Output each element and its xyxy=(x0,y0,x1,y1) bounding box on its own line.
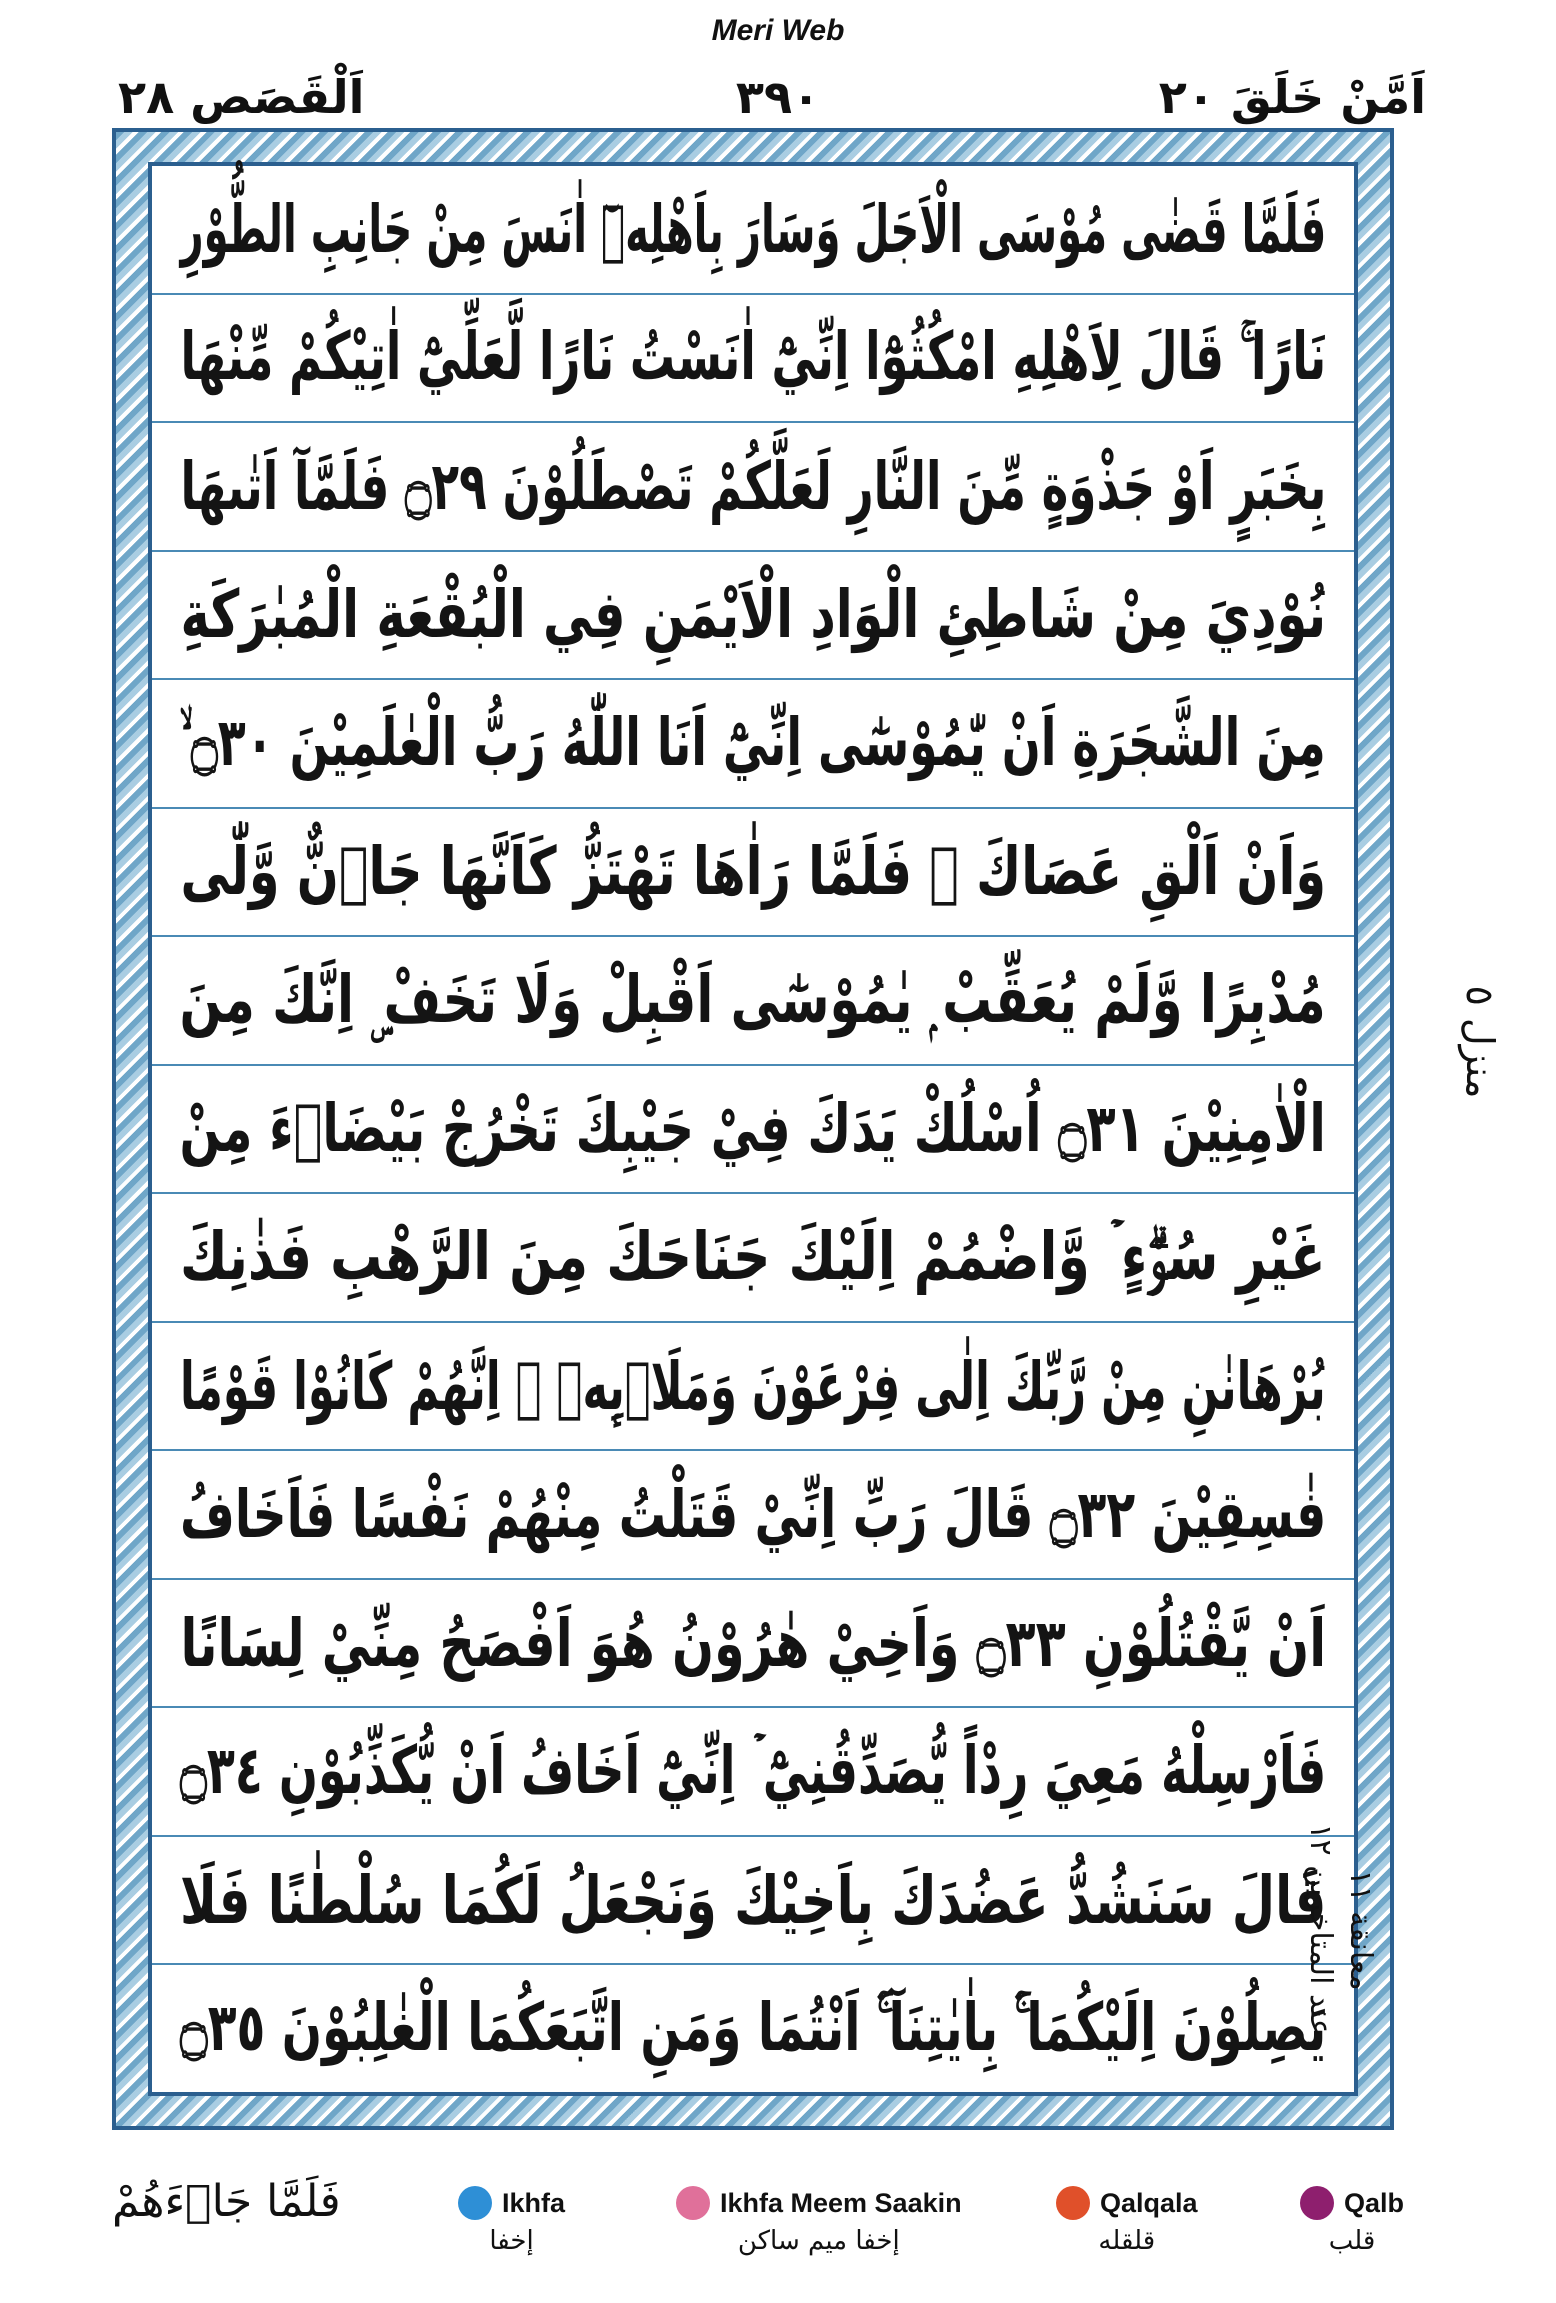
verse-line xyxy=(152,1194,1354,1323)
verse-line-text: مِنَ الشَّجَرَةِ اَنْ يّٰمُوْسٰٓى اِنِّيْٓ اَنَا اللّٰهُ رَبُّ الْعٰلَمِيْنَ ۝٣٠ ۙ xyxy=(179,703,1327,781)
verse-line-text: اَنْ يَّقْتُلُوْنِ ۝٣٣ وَاَخِيْ هٰرُوْنُ هُوَ اَفْصَحُ مِنِّيْ لِسَانًا xyxy=(180,1604,1326,1682)
verse-line-text: مُدْبِرًا وَّلَمْ يُعَقِّبْ ۭ يٰمُوْسٰٓى اَقْبِلْ وَلَا تَخَفْ ۣ اِنَّكَ مِنَ xyxy=(179,960,1327,1038)
surah-name: اَلْقَصَص ٢٨ xyxy=(118,70,365,124)
verse-line-text: نَارًا ۚ قَالَ لِاَهْلِهِ امْكُثُوْٓا اِنِّيْٓ اٰنَسْتُ نَارًا لَّعَلِّيْٓ اٰتِيْكُمْ مِّنْهَا xyxy=(180,318,1326,396)
page-number: ٣٩٠ xyxy=(735,70,821,124)
site-title: Meri Web xyxy=(711,14,845,47)
verse-line-text: فٰسِقِيْنَ ۝٣٢ قَالَ رَبِّ اِنِّيْ قَتَلْتُ مِنْهُمْ نَفْسًا فَاَخَافُ xyxy=(179,1476,1327,1554)
page-frame xyxy=(112,128,1394,2130)
qalqala-color-dot xyxy=(1056,2186,1090,2220)
para-name: اَمَّنْ خَلَقَ ٢٠ xyxy=(1158,70,1426,124)
ruku-count: معانقة ١١ xyxy=(1343,1869,1378,1991)
verse-line xyxy=(152,1323,1354,1452)
verse-line xyxy=(152,423,1354,552)
legend-ikhfa-meem-saakin xyxy=(676,2186,962,2256)
verse-line-text: قَالَ سَنَشُدُّ عَضُدَكَ بِاَخِيْكَ وَنَجْعَلُ لَكُمَا سُلْطٰنًا فَلَا xyxy=(179,1861,1327,1939)
legend-qalqala xyxy=(1056,2186,1198,2256)
catchword: فَلَمَّا جَاۗءَهُمْ xyxy=(112,2176,341,2227)
verse-line-text: فَاَرْسِلْهُ مَعِيَ رِدْاً يُّصَدِّقُنِيْٓ ۡ اِنِّيْٓ اَخَافُ اَنْ يُّكَذِّبُوْنِ ۝٣٤ xyxy=(179,1732,1327,1810)
verse-line-text: نُوْدِيَ مِنْ شَاطِئِ الْوَادِ الْاَيْمَنِ فِي الْبُقْعَةِ الْمُبٰرَكَةِ xyxy=(180,576,1326,654)
verse-lines xyxy=(152,166,1354,2092)
verse-line xyxy=(152,1066,1354,1195)
verse-line xyxy=(152,1580,1354,1709)
legend-label: Qalb xyxy=(1344,2187,1405,2218)
verse-line-text: غَيْرِ سُوْۗءٍ ۡ وَّاضْمُمْ اِلَيْكَ جَنَاحَكَ مِنَ الرَّهْبِ فَذٰنِكَ xyxy=(180,1218,1326,1296)
verse-line xyxy=(152,552,1354,681)
verse-line-text: وَاَنْ اَلْقِ عَصَاكَ ۭ فَلَمَّا رَاٰهَا تَهْتَزُّ كَاَنَّهَا جَاۗنٌّ وَّلّٰى xyxy=(180,833,1326,911)
verse-line xyxy=(152,1837,1354,1966)
verse-line-text: بُرْهَانٰنِ مِنْ رَّبِّكَ اِلٰى فِرْعَوْنَ وَمَلَا۟ىِٕهٖ ۭ اِنَّهُمْ كَانُوْا قَوْمًا xyxy=(180,1347,1326,1425)
ikhfa-color-dot xyxy=(458,2186,492,2220)
verse-line-text: بِخَبَرٍ اَوْ جَذْوَةٍ مِّنَ النَّارِ لَعَلَّكُمْ تَصْطَلُوْنَ ۝٢٩ فَلَمَّآ اَتٰىهَا xyxy=(180,447,1326,525)
verse-line xyxy=(152,1965,1354,2092)
legend-urdu: قلب xyxy=(1328,2226,1376,2256)
legend-urdu: إخفا xyxy=(489,2226,534,2256)
legend-urdu: إخفا ميم ساكن xyxy=(737,2226,900,2256)
ruku-count-later: عند المتاخرين ١٢ xyxy=(1303,1823,1338,2037)
ikhfa-meem-color-dot xyxy=(676,2186,710,2220)
legend-label: Ikhfa xyxy=(502,2187,566,2218)
verse-line-text: الْاٰمِنِيْنَ ۝٣١ اُسْلُكْ يَدَكَ فِيْ جَيْبِكَ تَخْرُجْ بَيْضَاۗءَ مِنْ xyxy=(179,1090,1327,1168)
verse-line xyxy=(152,295,1354,424)
verse-line xyxy=(152,937,1354,1066)
legend-qalb xyxy=(1300,2186,1404,2256)
legend-label: Ikhfa Meem Saakin xyxy=(720,2187,962,2218)
legend-label: Qalqala xyxy=(1100,2187,1198,2218)
legend-ikhfa xyxy=(458,2186,565,2256)
verse-line xyxy=(152,1451,1354,1580)
verse-line xyxy=(152,166,1354,295)
ruku-marker xyxy=(1290,1760,1380,2100)
qalb-color-dot xyxy=(1300,2186,1334,2220)
text-area xyxy=(148,162,1358,2096)
verse-line-text: فَلَمَّا قَضٰى مُوْسَى الْاَجَلَ وَسَارَ بِاَهْلِهٖٓ اٰنَسَ مِنْ جَانِبِ الطُّوْرِ xyxy=(180,190,1326,268)
manzil-marker: منزل ٥ xyxy=(1458,985,1502,1099)
verse-line xyxy=(152,1708,1354,1837)
verse-line xyxy=(152,809,1354,938)
legend-urdu: قلقله xyxy=(1098,2226,1156,2256)
verse-line xyxy=(152,680,1354,809)
verse-line-text: يَصِلُوْنَ اِلَيْكُمَا ۚۛ بِاٰيٰتِنَآ ۚۛ اَنْتُمَا وَمَنِ اتَّبَعَكُمَا الْغٰلِبُوْنَ ۝٣٥ xyxy=(179,1989,1327,2067)
